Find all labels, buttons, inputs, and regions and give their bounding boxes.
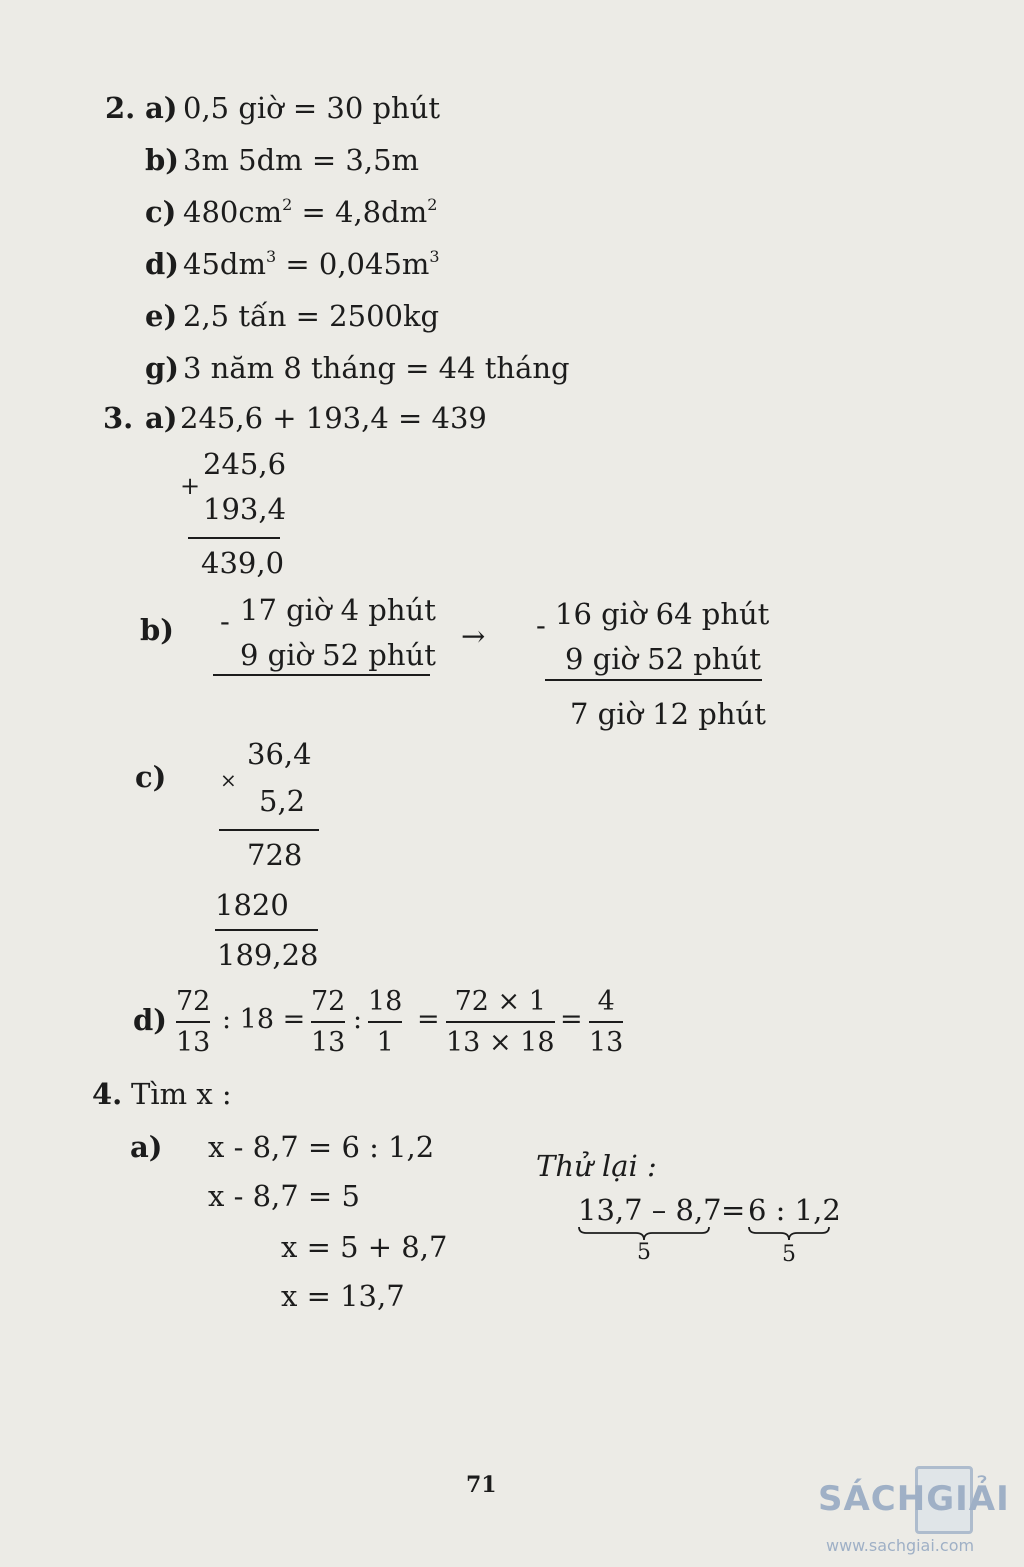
multiplication-top: 36,4 (247, 737, 312, 771)
exercise-4-title: Tìm x : (131, 1077, 232, 1111)
exercise-3b-label: b) (140, 613, 174, 647)
fraction-4-13: 4 13 (589, 986, 624, 1058)
solve-line-4: x = 13,7 (281, 1279, 405, 1313)
exercise-2c-text: $480cm^2 = 4,8dm^2$ (183, 195, 438, 229)
equals-sign-2: = (560, 1004, 583, 1035)
divide-by-18: : 18 = (222, 1004, 306, 1035)
right-subtraction-bottom: 9 giờ 52 phút (565, 642, 761, 676)
exercise-3c-label: c) (135, 760, 167, 794)
check-equals: = (721, 1193, 746, 1227)
watermark-brand: SÁCHGIẢI (818, 1479, 1010, 1519)
check-right-value: 5 (782, 1242, 796, 1267)
plus-sign: + (180, 472, 201, 500)
multiplication-bottom: 5,2 (259, 784, 306, 818)
left-minus-sign: - (220, 604, 230, 638)
check-left-expression: 13,7 – 8,7 (578, 1193, 722, 1227)
watermark-url: www.sachgiai.com (826, 1536, 975, 1555)
exercise-4-number: 4. (92, 1077, 123, 1111)
exercise-3-number: 3. (103, 401, 134, 435)
fraction-product: 72 × 1 13 × 18 (446, 986, 555, 1058)
exercise-2a-text: 0,5 giờ = 30 phút (183, 91, 441, 125)
right-subtraction-result: 7 giờ 12 phút (570, 697, 766, 731)
exercise-3d-label: d) (133, 1003, 167, 1037)
fraction-72-13-second: 72 13 (311, 986, 346, 1058)
check-left-value: 5 (637, 1240, 651, 1265)
addition-top-operand: 245,6 (203, 447, 287, 481)
left-subtraction-rule (213, 674, 430, 676)
exercise-3a-label: a) (145, 401, 178, 435)
exercise-2b-label: b) (145, 143, 179, 177)
right-subtraction-rule (545, 679, 762, 681)
exercise-2e-text: 2,5 tấn = 2500kg (183, 299, 440, 333)
addition-rule (188, 537, 280, 539)
exercise-2c-label: c) (145, 195, 177, 229)
left-subtraction-bottom: 9 giờ 52 phút (240, 638, 436, 672)
check-title: Thử lại : (536, 1149, 657, 1183)
right-minus-sign: - (536, 608, 546, 642)
exercise-2-number: 2. (105, 91, 136, 125)
multiplication-result: 189,28 (217, 938, 319, 972)
solve-line-2: x - 8,7 = 5 (208, 1179, 360, 1213)
solve-line-1: x - 8,7 = 6 : 1,2 (208, 1130, 435, 1164)
fraction-72-13: 72 13 (176, 986, 211, 1058)
right-underbrace-icon (748, 1226, 830, 1242)
exercise-2g-label: g) (145, 351, 179, 385)
arrow-icon: → (461, 619, 486, 653)
fraction-18-1: 18 1 (368, 986, 403, 1058)
exercise-2b-text: 3m 5dm = 3,5m (183, 143, 420, 177)
page-number: 71 (466, 1472, 497, 1498)
exercise-4a-label: a) (130, 1130, 163, 1164)
product-rule (215, 929, 318, 931)
exercise-2e-label: e) (145, 299, 178, 333)
left-subtraction-top: 17 giờ 4 phút (240, 593, 436, 627)
exercise-2d-text: $45dm^3 = 0,045m^3$ (183, 247, 440, 281)
exercise-2d-label: d) (145, 247, 179, 281)
exercise-3a-equation: 245,6 + 193,4 = 439 (180, 401, 487, 435)
partial-product-2: 1820 (215, 888, 289, 922)
addition-result: 439,0 (201, 546, 285, 580)
addition-bottom-operand: 193,4 (203, 492, 287, 526)
partial-product-1: 728 (247, 838, 303, 872)
exercise-2a-label: a) (145, 91, 178, 125)
equals-sign-1: = (417, 1004, 440, 1035)
times-sign: × (220, 768, 237, 792)
solve-line-3: x = 5 + 8,7 (281, 1230, 448, 1264)
exercise-2g-text: 3 năm 8 tháng = 44 tháng (183, 351, 570, 385)
right-subtraction-top: 16 giờ 64 phút (555, 597, 770, 631)
check-right-expression: 6 : 1,2 (748, 1193, 841, 1227)
multiplication-rule (219, 829, 319, 831)
division-colon: : (353, 1004, 363, 1035)
